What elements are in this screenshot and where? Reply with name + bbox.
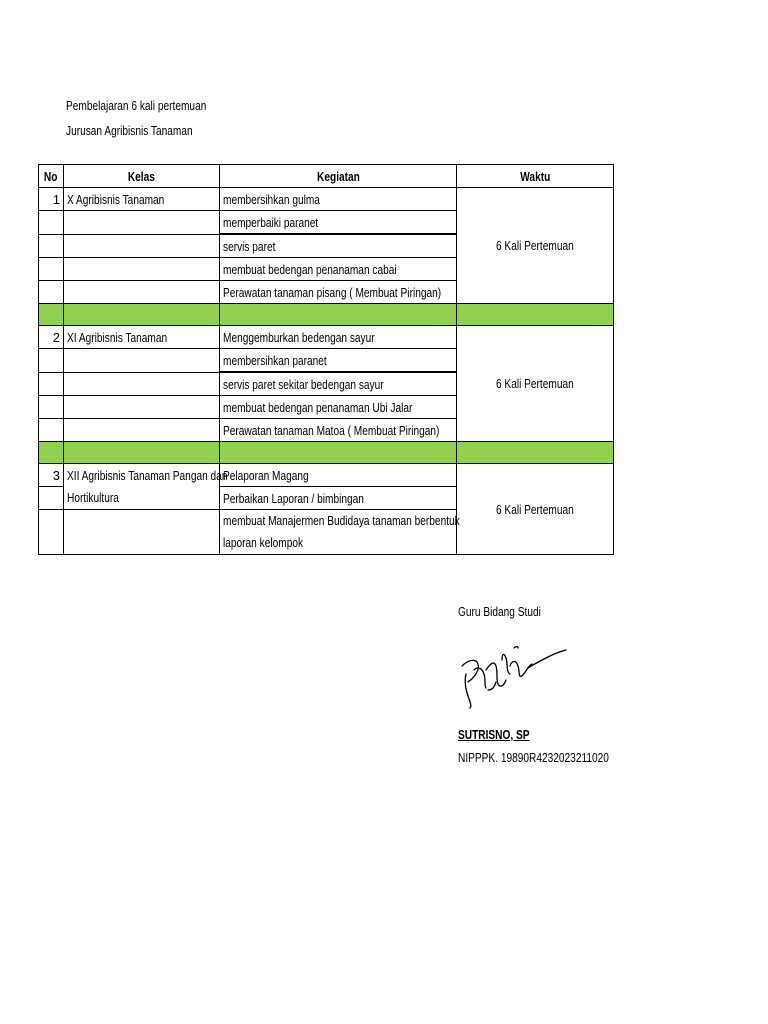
row-kelas-cont: Hortikultura	[64, 487, 220, 510]
table-header-row	[39, 165, 614, 188]
header-kegiatan: Kegiatan	[220, 165, 457, 188]
header-no: No	[39, 165, 64, 188]
row-kegiatan: membuat bedengan penanaman Ubi Jalar	[220, 396, 457, 419]
row-kegiatan: Perbaikan Laporan / bimbingan	[220, 487, 457, 510]
table-row	[39, 326, 614, 349]
row-waktu: 6 Kali Pertemuan	[457, 326, 614, 442]
handwritten-signature	[458, 630, 568, 710]
heading-line-2: Jurusan Agribisnis Tanaman	[66, 123, 193, 138]
row-kegiatan: Menggemburkan bedengan sayur	[220, 326, 457, 349]
row-kegiatan: membuat Manajermen Budidaya tanaman berbentuk laporan kelompok	[220, 510, 457, 555]
row-kelas: X Agribisnis Tanaman	[64, 188, 220, 211]
separator-row	[39, 304, 614, 326]
table-row	[39, 188, 614, 211]
header-kelas: Kelas	[64, 165, 220, 188]
row-kegiatan: membersihkan paranet	[220, 349, 457, 373]
header-waktu: Waktu	[457, 165, 614, 188]
row-waktu: 6 Kali Pertemuan	[457, 188, 614, 304]
signatory-nip: NIPPPK. 19890R4232023211020	[458, 750, 609, 765]
row-waktu: 6 Kali Pertemuan	[457, 464, 614, 555]
row-kegiatan: servis paret	[220, 234, 457, 258]
heading-line-1: Pembelajaran 6 kali pertemuan	[66, 98, 207, 113]
row-kegiatan: Perawatan tanaman pisang ( Membuat Piringan)	[220, 281, 457, 304]
table-row	[39, 464, 614, 487]
row-kegiatan: servis paret sekitar bedengan sayur	[220, 372, 457, 396]
row-kegiatan: membuat bedengan penanaman cabai	[220, 258, 457, 281]
row-kelas: XI Agribisnis Tanaman	[64, 326, 220, 349]
row-no: 3	[39, 464, 64, 487]
row-no: 2	[39, 326, 64, 349]
signatory-name: SUTRISNO, SP	[458, 727, 530, 742]
row-kegiatan: Perawatan tanaman Matoa ( Membuat Piringan)	[220, 419, 457, 442]
row-kelas: XII Agribisnis Tanaman Pangan dan	[64, 464, 220, 487]
separator-row	[39, 442, 614, 464]
schedule-table	[38, 164, 614, 555]
signature-title: Guru Bidang Studi	[458, 604, 541, 619]
row-kegiatan: memperbaiki paranet	[220, 211, 457, 235]
row-no: 1	[39, 188, 64, 211]
document-heading	[66, 93, 246, 143]
row-kegiatan: membersihkan gulma	[220, 188, 457, 211]
row-kegiatan: Pelaporan Magang	[220, 464, 457, 487]
